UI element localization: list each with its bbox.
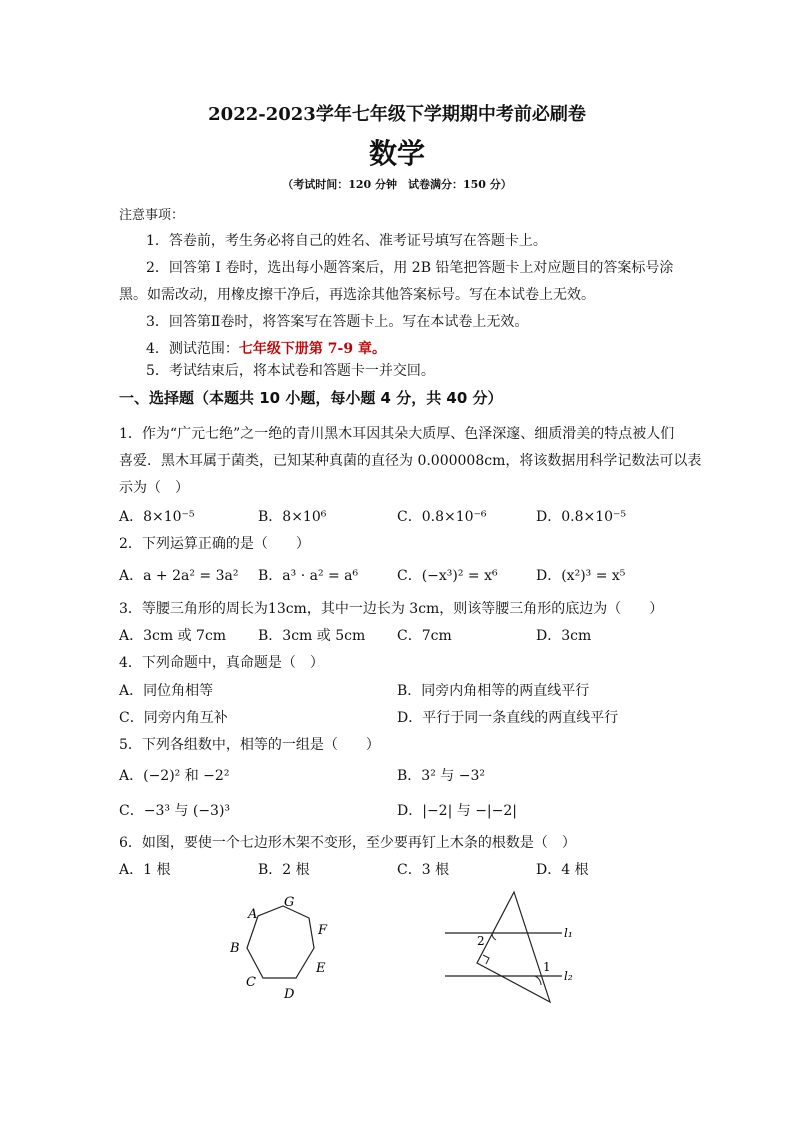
q4-option-d: D．平行于同一条直线的两直线平行 bbox=[397, 710, 619, 726]
note-3: 3．回答第Ⅱ卷时，将答案写在答题卡上。写在本试卷上无效。 bbox=[146, 314, 529, 330]
q5-stem: 5．下列各组数中，相等的一组是（ ） bbox=[119, 737, 380, 753]
q6-stem: 6．如图，要使一个七边形木架不变形，至少要再钉上木条的根数是（ ） bbox=[119, 835, 576, 851]
q3-stem: 3．等腰三角形的周长为13cm，其中一边长为 3cm，则该等腰三角形的底边为（ ） bbox=[119, 601, 664, 617]
q1-stem-b: 喜爱．黑木耳属于菌类，已知某种真菌的直径为 0.000008cm，将该数据用科学记数法可以表 bbox=[119, 453, 702, 469]
q3-option-a: A．3cm 或 7cm bbox=[119, 628, 227, 644]
note-4-range: 七年级下册第 7-9 章。 bbox=[238, 341, 386, 357]
note-5: 5．考试结束后，将本试卷和答题卡一并交回。 bbox=[146, 363, 435, 379]
triangle-shape bbox=[477, 892, 550, 1002]
angle-1-arc bbox=[535, 976, 541, 985]
subject-title: 数学 bbox=[368, 137, 425, 170]
heptagon-label-d: D bbox=[284, 987, 295, 1002]
q1-option-d: D．0.8×10⁻⁵ bbox=[536, 509, 627, 525]
q5-option-c: C．−3³ 与 (−3)³ bbox=[119, 803, 231, 819]
label-angle-2: 2 bbox=[477, 934, 485, 948]
heptagon-label-a: A bbox=[248, 907, 258, 922]
q4-option-a: A．同位角相等 bbox=[119, 683, 214, 699]
heptagon-label-c: C bbox=[246, 975, 256, 990]
note-4 bbox=[146, 338, 386, 358]
notes-heading: 注意事项： bbox=[119, 208, 185, 223]
q6-option-b: B．2 根 bbox=[258, 862, 310, 878]
q1-option-b: B．8×10⁶ bbox=[258, 509, 327, 525]
q5-option-a: A．(−2)² 和 −2² bbox=[119, 768, 230, 784]
q1-stem-c: 示为（ ） bbox=[119, 480, 189, 496]
q6-option-a: A．1 根 bbox=[119, 862, 171, 878]
label-angle-1: 1 bbox=[543, 960, 551, 974]
q2-option-c: C．(−x³)² = x⁶ bbox=[397, 568, 498, 584]
note-2a: 2．回答第 I 卷时，选出每小题答案后，用 2B 铅笔把答题卡上对应题目的答案标号涂 bbox=[146, 260, 674, 276]
q4-option-c: C．同旁内角互补 bbox=[119, 710, 228, 726]
note-4-prefix: 4．测试范围： bbox=[146, 341, 239, 357]
q2-option-d: D．(x²)³ = x⁵ bbox=[536, 568, 626, 584]
heptagon-label-g: G bbox=[284, 895, 295, 910]
q5-option-b: B．3² 与 −3² bbox=[397, 768, 485, 784]
q3-option-c: C．7cm bbox=[397, 628, 452, 644]
q1-stem-a: 1．作为“广元七绝”之一绝的青川黑木耳因其朵大质厚、色泽深邃、细质滑美的特点被人们 bbox=[119, 426, 675, 442]
q3-option-d: D．3cm bbox=[536, 628, 592, 644]
q1-option-a: A．8×10⁻⁵ bbox=[119, 509, 195, 525]
q3-option-b: B．3cm 或 5cm bbox=[258, 628, 366, 644]
heptagon-label-f: F bbox=[318, 923, 328, 938]
q2-option-b: B．a³ · a² = a⁶ bbox=[258, 568, 359, 584]
exam-info: （考试时间：120 分钟 试卷满分：150 分） bbox=[282, 178, 512, 191]
note-1: 1．答卷前，考生务必将自己的姓名、准考证号填写在答题卡上。 bbox=[146, 233, 547, 249]
label-l2: l₂ bbox=[564, 969, 573, 983]
q2-option-a: A．a + 2a² = 3a² bbox=[119, 568, 239, 584]
heptagon-figure bbox=[220, 890, 350, 1005]
q6-option-d: D．4 根 bbox=[536, 862, 589, 878]
q1-option-c: C．0.8×10⁻⁶ bbox=[397, 509, 487, 525]
q6-option-c: C．3 根 bbox=[397, 862, 450, 878]
note-2b: 黑。如需改动，用橡皮擦干净后，再选涂其他答案标号。写在本试卷上无效。 bbox=[119, 287, 595, 303]
heptagon-label-e: E bbox=[316, 961, 326, 976]
exam-title: 2022-2023学年七年级下学期期中考前必刷卷 bbox=[208, 104, 586, 125]
q5-option-d: D．|−2| 与 −|−2| bbox=[397, 803, 517, 819]
parallel-lines-figure bbox=[440, 885, 590, 1010]
q4-option-b: B．同旁内角相等的两直线平行 bbox=[397, 683, 590, 699]
q2-stem: 2．下列运算正确的是（ ） bbox=[119, 536, 310, 552]
section-1-heading: 一、选择题（本题共 10 小题，每小题 4 分，共 40 分） bbox=[119, 389, 503, 407]
right-angle-mark bbox=[483, 955, 489, 964]
label-l1: l₁ bbox=[564, 926, 573, 940]
q4-stem: 4．下列命题中，真命题是（ ） bbox=[119, 655, 324, 671]
heptagon-label-b: B bbox=[230, 941, 240, 956]
